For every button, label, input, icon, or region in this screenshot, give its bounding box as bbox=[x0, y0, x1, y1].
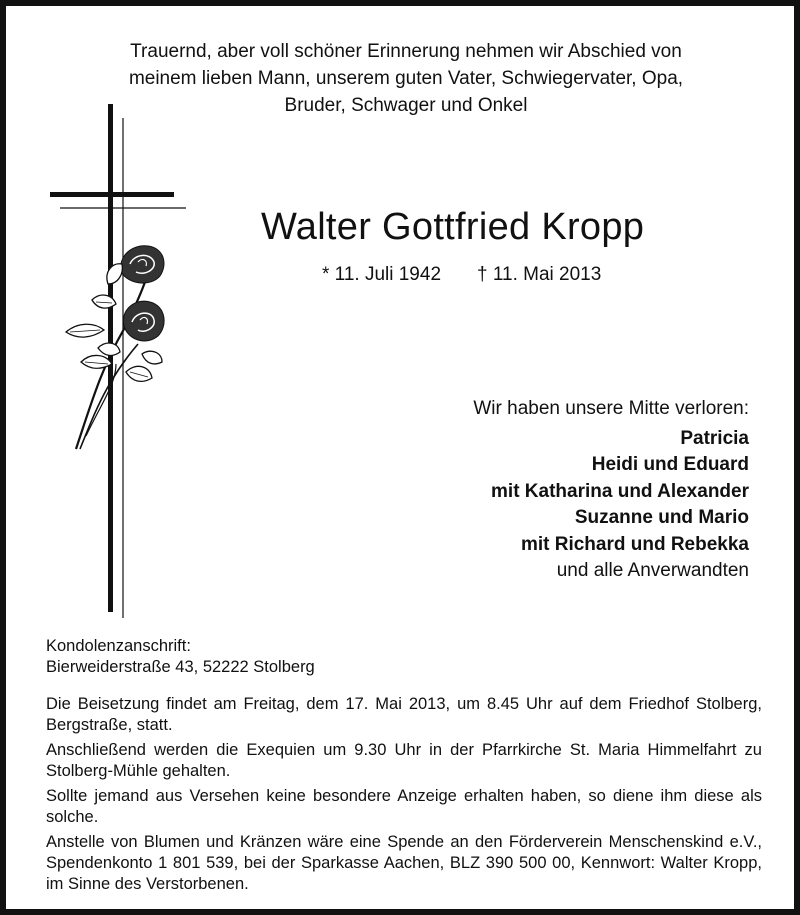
notice-paragraph: Anstelle von Blumen und Kränzen wäre eine Spende an den Förderverein Menschenskind e.V., Spendenkonto 1 801 539, bei der Sparkasse Aachen, BLZ 390 500 00, Kennwort: Walter Kropp, im Sinne des Verstorbenen. bbox=[46, 833, 762, 893]
birth-date: * 11. Juli 1942 bbox=[322, 264, 442, 285]
intro-line: Trauernd, aber voll schöner Erinnerung nehmen wir Abschied von bbox=[130, 41, 682, 62]
mourner-name: Heidi und Eduard bbox=[591, 454, 749, 475]
condolence-label: Kondolenzanschrift: bbox=[46, 637, 191, 655]
life-dates bbox=[322, 264, 601, 286]
intro-line: meinem lieben Mann, unserem guten Vater, Schwiegervater, Opa, bbox=[128, 68, 684, 89]
notice-paragraph: Sollte jemand aus Versehen keine besondere Anzeige erhalten haben, so diene ihm diese als solche. bbox=[46, 787, 762, 826]
mourner-name: mit Katharina und Alexander bbox=[491, 480, 749, 502]
funeral-notices bbox=[46, 694, 762, 899]
intro-line: Bruder, Schwager und Onkel bbox=[284, 95, 528, 116]
condolence-street: Bierweiderstraße 43, 52222 Stolberg bbox=[46, 658, 315, 676]
mourners-closing: und alle Anverwandten bbox=[556, 560, 749, 581]
condolence-address bbox=[46, 636, 315, 678]
mourner-name: Patricia bbox=[680, 427, 749, 449]
mourner-name: mit Richard und Rebekka bbox=[520, 533, 749, 555]
notice-paragraph: Anschließend werden die Exequien um 9.30 Uhr in der Pfarrkirche St. Maria Himmelfahrt zu Stolberg-Mühle gehalten. bbox=[46, 741, 762, 780]
cross-with-roses-icon bbox=[46, 104, 196, 624]
mourners-heading: Wir haben unsere Mitte verloren: bbox=[473, 398, 749, 419]
mourner-name: Suzanne und Mario bbox=[574, 507, 749, 528]
intro-text bbox=[6, 38, 800, 119]
death-date: † 11. Mai 2013 bbox=[477, 264, 602, 285]
notice-paragraph: Die Beisetzung findet am Freitag, dem 17. Mai 2013, um 8.45 Uhr auf dem Friedhof Stolberg, Bergstraße, statt. bbox=[46, 695, 762, 734]
mourners-block bbox=[473, 396, 749, 585]
deceased-name: Walter Gottfried Kropp bbox=[261, 206, 645, 248]
